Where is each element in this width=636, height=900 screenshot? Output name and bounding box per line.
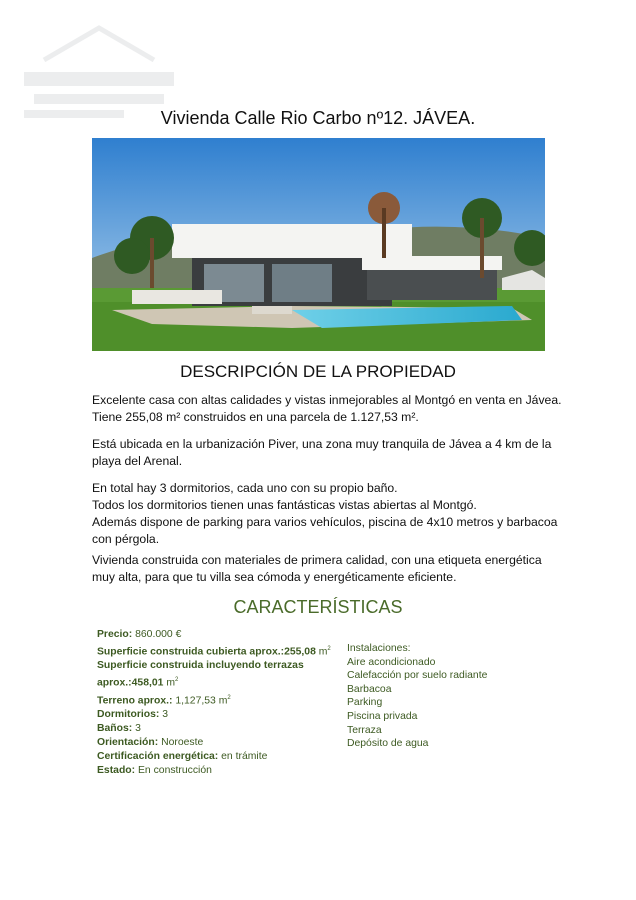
feature-terrace-area (97, 673, 337, 690)
unit: m (166, 677, 175, 689)
text-line: Excelente casa con altas calidades y vistas inmejorables al Montgó en venta en Jávea. (92, 393, 562, 407)
feature-label: Estado: (97, 765, 136, 777)
feature-value: En construcción (138, 765, 212, 777)
feature-value: en trámite (221, 751, 268, 763)
feature-label: Terreno aprox.: (97, 695, 173, 707)
feature-value: Noroeste (161, 737, 204, 749)
description-paragraph-2 (92, 436, 552, 470)
text-line: Todos los dormitorios tienen unas fantásticas vistas abiertas al Montgó. (92, 498, 477, 512)
feature-state (97, 764, 337, 778)
unit: m (318, 646, 328, 658)
feature-bedrooms (97, 708, 337, 722)
feature-energy (97, 750, 337, 764)
unit-exponent: 2 (327, 646, 331, 652)
installation-item: Calefacción por suelo radiante (347, 670, 488, 682)
feature-label: Superficie construida cubierta aprox.: (97, 646, 285, 658)
feature-value: 860.000 € (135, 629, 182, 640)
installation-item: Aire acondicionado (347, 656, 436, 668)
text-line: Vivienda construida con materiales de primera calidad, con una etiqueta energética (92, 553, 542, 567)
feature-label: Orientación: (97, 737, 159, 749)
installation-item: Barbacoa (347, 683, 392, 695)
feature-value: 3 (135, 723, 141, 735)
feature-label: Precio: (97, 629, 133, 640)
feature-baths (97, 722, 337, 736)
installations-heading: Instalaciones: (347, 643, 411, 654)
text-line: Está ubicada en la urbanización Piver, una zona muy tranquila de Jávea a 4 km de la (92, 437, 552, 451)
feature-value: 458,01 (131, 677, 164, 689)
installation-item: Terraza (347, 724, 382, 736)
installations-list (347, 642, 487, 751)
feature-value: 1,127,53 (175, 695, 216, 707)
text-line: En total hay 3 dormitorios, cada uno con su propio baño. (92, 481, 398, 495)
text-line: Tiene 255,08 m² construidos en una parcela de 1.127,53 m². (92, 410, 419, 424)
feature-orientation (97, 736, 337, 750)
feature-terrace-area-label: Superficie construida incluyendo terrazas (97, 660, 304, 672)
unit: m (218, 695, 228, 707)
property-photo (92, 138, 545, 351)
feature-label: Dormitorios: (97, 709, 160, 721)
page-title: Vivienda Calle Rio Carbo nº12. JÁVEA. (160, 108, 476, 128)
text-line: con pérgola. (92, 532, 160, 546)
feature-value: 255,08 (284, 646, 316, 658)
description-paragraph-1 (92, 392, 562, 426)
features-heading: CARACTERÍSTICAS (233, 597, 403, 617)
features-list (97, 628, 337, 778)
feature-value: 3 (162, 709, 169, 721)
installation-item: Parking (347, 697, 383, 709)
text-line: Además dispone de parking para varios vehículos, piscina de 4x10 metros y barbacoa (92, 515, 558, 529)
feature-land (97, 691, 337, 708)
installation-item: Piscina privada (347, 710, 418, 722)
installation-item: Depósito de agua (347, 738, 429, 750)
description-paragraph-4 (92, 552, 547, 586)
description-heading: DESCRIPCIÓN DE LA PROPIEDAD (180, 362, 456, 381)
text-line: playa del Arenal. (92, 454, 183, 468)
feature-label: Baños: (97, 723, 133, 735)
feature-price (97, 628, 337, 642)
description-paragraph-3 (92, 480, 558, 548)
text-line: muy alta, para que tu villa sea cómoda y energéticamente eficiente. (92, 570, 457, 584)
feature-label: aprox.: (97, 677, 132, 689)
unit-exponent: 2 (174, 677, 179, 684)
feature-covered-area (97, 642, 337, 659)
unit-exponent: 2 (227, 694, 231, 701)
feature-label: Certificación energética: (97, 751, 219, 763)
